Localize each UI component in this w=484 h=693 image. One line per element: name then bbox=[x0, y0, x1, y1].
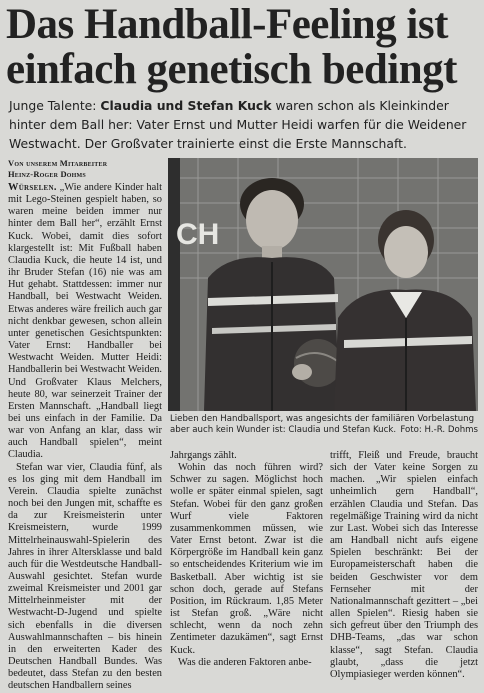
article-column-1 bbox=[8, 182, 162, 693]
paragraph bbox=[8, 182, 162, 462]
caption-text: Lieben den Handballsport, was angesichts der familiären Vorbelastung aber auch kein Wunder ist: Claudia und Stefan Kuck. bbox=[170, 414, 475, 435]
paragraph: trifft, Fleiß und Freude, braucht sich der Vater keine Sorgen zu machen. „Wir spielen einfach unheimlich gern Handball“, erzählen Claudia und Stefan. Das regelmäßige Training wird da nicht zur Last. Wobei sich das Interesse am Handball nicht aufs eigene Spielen beschränkt: Bei der Europameisterschaft haben die beiden Geschwister vor dem Fernseher mit der Nationalmannschaft gezittert – „bei allen Spielen“. Riesig haben sie sich gefreut über den Triumph des DHB-Teams, „das war schon klasse“, sagt Stefan. Claudia glaubt, „dass die jetzt Olympiasieger werden können“. bbox=[330, 450, 479, 680]
photo-caption bbox=[170, 414, 478, 436]
article-column-2 bbox=[170, 450, 323, 669]
article-column-3 bbox=[330, 450, 478, 681]
photo-background-letters: CH bbox=[176, 218, 220, 251]
photo-credit: Foto: H.-R. Dohms bbox=[400, 425, 478, 435]
byline-line-1: Von unserem Mitarbeiter bbox=[8, 158, 108, 168]
headline-line-2: einfach genetisch bedingt bbox=[6, 46, 457, 93]
subhead-names: Claudia und Stefan Kuck bbox=[100, 98, 272, 113]
headline bbox=[6, 2, 478, 92]
byline-author: Heinz-Roger Dohms bbox=[8, 169, 86, 179]
headline-line-1: Das Handball-Feeling ist bbox=[6, 1, 448, 48]
byline bbox=[8, 158, 168, 180]
paragraph: Wohin das noch führen wird? Schwer zu sagen. Möglichst hoch wolle er später einmal spielen, sagt Stefan. Wobei für den ganz großen Wurf viele Faktoren zusammenkommen müssen, wie Vater Ernst betont. Zwar ist die Körpergröße im Handball kein ganz so entscheidendes Kriterium wie im Basketball. Aber wichtig ist sie schon doch, gerade auf Stefans Position, im Rückraum. 1,85 Meter ist Stefan groß. „Wäre nicht schlecht, wenn da noch zehn Zentimeter dazukämen“, sagt Ernst Kuck. bbox=[170, 462, 323, 656]
article-photo bbox=[168, 158, 478, 411]
paragraph: Jahrgangs zählt. bbox=[170, 450, 237, 461]
paragraph-text: „Wie andere Kinder halt mit Lego-Steinen gespielt haben, so waren meine beiden immer nur hinter dem Ball her“, erzählt Ernst Kuck. Wobei, damit dies sofort klargestellt ist: Mit Fußball haben Claudia Kuck, die heute 14 ist, und ihr Bruder Stefan (16) nie was am Hut gehabt. Stattdessen: immer nur Handball, bei Westwacht Weiden. Etwas anderes wäre freilich auch gar nicht denkbar gewesen, schon allein unter genetischen Gesichtspunkten: Vater Ernst: Handballer bei Westwacht Weiden. Mutter Heidi: Handballerin bei Westwacht Weiden. Und Großvater Klaus Melchers, heute 80, war seinerzeit Trainer der Ersten Mannschaft. „Handball liegt bei uns einfach in der Familie. Da war von Anfang an klar, dass wir auch Handball spielen“, meint Claudia. bbox=[8, 182, 162, 461]
paragraph: Stefan war vier, Claudia fünf, als es los ging mit dem Handball im Verein. Claudia spielte zunächst noch bei den Jungen mit, schaffte es da zur Kreismeisterin unter Kreismeistern, wurde 1999 Mittelrheinauswahl-Spielerin des Jahres in ihrer Altersklasse und bald auch für die Westdeutsche Handball-Auswahl gesichtet. Stefan wurde zweimal Kreismeister und 2001 gar Mittelrheinmeister mit der Westwacht-D-Jugend und spielte sich ebenfalls in die diversen Auswahlmannschaften – bis hinein in den erweiterten Kader des Deutschen Handball Bundes. Was bedeutet, dass Stefan zu den besten deutschen Handballern seines bbox=[8, 461, 162, 692]
photo-illustration bbox=[168, 158, 478, 411]
subheadline bbox=[9, 96, 479, 153]
paragraph: Was die anderen Faktoren anbe- bbox=[178, 656, 312, 668]
subhead-rest: waren schon als Kleinkinder hinter dem Ball her: Vater Ernst und Mutter Heidi warfen für die Weidener Westwacht. Der Großvater trainierte einst die Erste Mannschaft. bbox=[9, 98, 467, 151]
dateline-city: Würselen. bbox=[8, 182, 57, 193]
subhead-prefix: Junge Talente: bbox=[9, 98, 101, 113]
